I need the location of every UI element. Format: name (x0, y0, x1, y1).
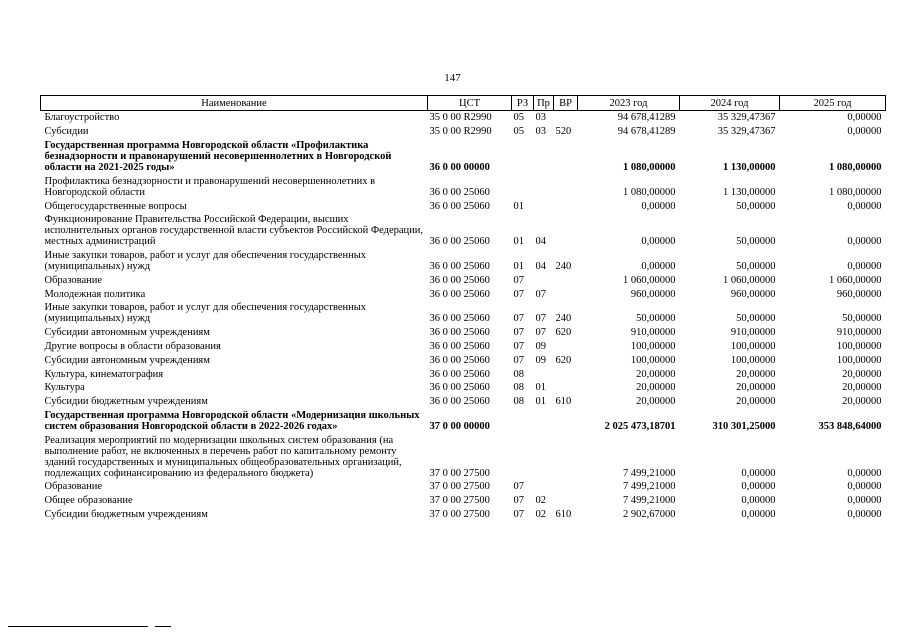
row-2025: 910,00000 (836, 327, 882, 339)
row-rz: 07 (513, 354, 524, 366)
table-row (41, 125, 886, 139)
footer-rule (8, 626, 148, 627)
row-pr (534, 174, 554, 199)
table-row (41, 433, 886, 480)
row-vr (554, 433, 578, 480)
row-rz (512, 433, 534, 480)
row-name: Культура, кинематография (44, 368, 164, 380)
row-pr (534, 433, 554, 480)
table-row (41, 353, 886, 367)
row-vr: 610 (555, 509, 572, 521)
row-cst: 36 0 00 25060 (429, 313, 490, 325)
row-2025: 0,00000 (847, 261, 882, 273)
table-row (41, 494, 886, 508)
row-cst: 36 0 00 25060 (429, 186, 490, 198)
row-2025: 0,00000 (847, 495, 882, 507)
row-2024: 20,00000 (736, 382, 776, 394)
row-2023: 2 025 473,18701 (604, 420, 676, 432)
row-pr (534, 139, 554, 175)
header-pr: Пр (534, 96, 554, 111)
row-2024: 0,00000 (741, 509, 776, 521)
table-row (41, 409, 886, 434)
row-cst: 36 0 00 25060 (429, 261, 490, 273)
row-2024: 0,00000 (741, 481, 776, 493)
row-vr: 610 (555, 396, 572, 408)
table-row (41, 213, 886, 249)
row-rz: 05 (513, 112, 524, 124)
row-cst: 36 0 00 25060 (429, 274, 490, 286)
row-vr (554, 139, 578, 175)
header-2024: 2024 год (680, 96, 780, 111)
table-row (41, 111, 886, 125)
row-2024: 960,00000 (730, 288, 776, 300)
table-row (41, 508, 886, 522)
row-2025: 0,00000 (847, 112, 882, 124)
row-pr (534, 199, 554, 213)
row-vr: 620 (555, 327, 572, 339)
row-vr (554, 213, 578, 249)
row-name: Субсидии (44, 126, 89, 138)
row-2024: 0,00000 (741, 495, 776, 507)
row-name: Образование (44, 481, 103, 493)
row-cst: 36 0 00 25060 (429, 354, 490, 366)
row-name: Образование (44, 274, 103, 286)
row-2023: 94 678,41289 (617, 112, 676, 124)
row-cst: 36 0 00 25060 (429, 340, 490, 352)
row-pr (534, 273, 554, 287)
row-name: Культура (44, 382, 85, 394)
row-2023: 1 060,00000 (623, 274, 676, 286)
row-2024: 310 301,25000 (712, 420, 776, 432)
row-2023: 20,00000 (636, 368, 676, 380)
table-header-row (41, 96, 886, 111)
row-2025: 100,00000 (836, 354, 882, 366)
row-cst: 36 0 00 25060 (429, 236, 490, 248)
row-name: Функционирование Правительства Российской Федерации, высших исполнительных органов государственной власти субъектов Российской Федерации, местных администраций (44, 214, 424, 248)
row-2024: 50,00000 (736, 261, 776, 273)
row-cst: 37 0 00 27500 (429, 467, 490, 479)
row-2023: 960,00000 (630, 288, 676, 300)
row-cst: 35 0 00 R2990 (429, 112, 492, 124)
row-2025: 20,00000 (842, 368, 882, 380)
row-vr (554, 111, 578, 125)
row-2023: 1 080,00000 (623, 186, 676, 198)
row-2025: 1 080,00000 (829, 161, 882, 173)
row-2025: 353 848,64000 (818, 420, 882, 432)
row-2025: 0,00000 (847, 236, 882, 248)
row-name: Благоустройство (44, 112, 120, 124)
row-rz: 08 (513, 368, 524, 380)
row-pr (534, 367, 554, 381)
row-rz (512, 409, 534, 434)
header-name: Наименование (41, 96, 428, 111)
row-2023: 910,00000 (630, 327, 676, 339)
row-name: Субсидии бюджетным учреждениям (44, 396, 208, 408)
row-vr (554, 367, 578, 381)
row-pr: 01 (535, 396, 546, 408)
row-2025: 0,00000 (847, 126, 882, 138)
table-row (41, 395, 886, 409)
row-2023: 20,00000 (636, 396, 676, 408)
budget-table (40, 95, 886, 521)
row-2024: 35 329,47367 (717, 126, 776, 138)
row-cst: 36 0 00 25060 (429, 368, 490, 380)
footer-rule-short (155, 626, 171, 627)
table-row (41, 249, 886, 274)
row-2023: 7 499,21000 (623, 495, 676, 507)
table-row (41, 480, 886, 494)
row-rz (512, 174, 534, 199)
row-cst: 35 0 00 R2990 (429, 126, 492, 138)
row-2025: 50,00000 (842, 313, 882, 325)
row-pr: 03 (535, 126, 546, 138)
header-vr: ВР (554, 96, 578, 111)
row-2024: 50,00000 (736, 236, 776, 248)
row-cst: 36 0 00 25060 (429, 396, 490, 408)
row-vr: 240 (555, 313, 572, 325)
header-2023: 2023 год (578, 96, 680, 111)
row-cst: 37 0 00 27500 (429, 481, 490, 493)
row-2023: 0,00000 (641, 200, 676, 212)
table-row (41, 287, 886, 301)
row-2023: 94 678,41289 (617, 126, 676, 138)
row-rz: 01 (513, 236, 524, 248)
table-row (41, 340, 886, 354)
row-2023: 2 902,67000 (623, 509, 676, 521)
table-row (41, 326, 886, 340)
row-2023: 100,00000 (630, 354, 676, 366)
row-2024: 35 329,47367 (717, 112, 776, 124)
row-name: Общегосударственные вопросы (44, 200, 187, 212)
row-pr: 02 (535, 509, 546, 521)
row-rz: 07 (513, 274, 524, 286)
row-name: Иные закупки товаров, работ и услуг для обеспечения государственных (муниципальных) нужд (44, 302, 367, 325)
row-2024: 0,00000 (741, 467, 776, 479)
header-cst: ЦСТ (428, 96, 512, 111)
row-pr: 04 (535, 261, 546, 273)
row-vr (554, 494, 578, 508)
row-2024: 1 060,00000 (723, 274, 776, 286)
row-2025: 0,00000 (847, 467, 882, 479)
row-cst: 37 0 00 27500 (429, 495, 490, 507)
row-vr (554, 287, 578, 301)
row-name: Общее образование (44, 495, 133, 507)
row-2025: 100,00000 (836, 340, 882, 352)
row-2024: 20,00000 (736, 396, 776, 408)
row-vr (554, 381, 578, 395)
row-cst: 37 0 00 00000 (429, 420, 490, 432)
row-rz: 01 (513, 200, 524, 212)
row-2023: 100,00000 (630, 340, 676, 352)
row-2023: 7 499,21000 (623, 467, 676, 479)
row-2024: 1 130,00000 (723, 186, 776, 198)
header-2025: 2025 год (780, 96, 886, 111)
row-2025: 20,00000 (842, 382, 882, 394)
row-2024: 100,00000 (730, 340, 776, 352)
row-pr: 02 (535, 495, 546, 507)
row-rz (512, 139, 534, 175)
row-rz: 07 (513, 340, 524, 352)
row-2024: 100,00000 (730, 354, 776, 366)
row-name: Государственная программа Новгородской области «Модернизация школьных систем образования Новгородской области в 2022-2026 годах» (44, 409, 420, 432)
table-row (41, 273, 886, 287)
row-pr: 07 (535, 313, 546, 325)
row-rz: 07 (513, 509, 524, 521)
row-vr (554, 409, 578, 434)
row-2025: 0,00000 (847, 509, 882, 521)
table-row (41, 381, 886, 395)
table-row (41, 367, 886, 381)
row-pr: 07 (535, 327, 546, 339)
row-name: Субсидии автономным учреждениям (44, 354, 210, 366)
row-rz: 07 (513, 327, 524, 339)
row-2023: 50,00000 (636, 313, 676, 325)
row-rz: 07 (513, 313, 524, 325)
row-2024: 1 130,00000 (723, 161, 776, 173)
row-pr (534, 409, 554, 434)
row-vr (554, 480, 578, 494)
row-pr: 04 (535, 236, 546, 248)
row-name: Молодежная политика (44, 288, 146, 300)
row-name: Государственная программа Новгородской области «Профилактика безнадзорности и правонарушений несовершеннолетних в Новгородской области на 2021-2025 годы» (44, 139, 392, 173)
row-2025: 20,00000 (842, 396, 882, 408)
row-vr: 520 (555, 126, 572, 138)
row-2024: 910,00000 (730, 327, 776, 339)
row-vr (554, 273, 578, 287)
row-pr: 07 (535, 288, 546, 300)
row-2025: 1 080,00000 (829, 186, 882, 198)
row-name: Иные закупки товаров, работ и услуг для обеспечения государственных (муниципальных) нужд (44, 250, 367, 273)
page-number: 147 (444, 72, 461, 84)
row-2025: 0,00000 (847, 200, 882, 212)
row-pr: 09 (535, 340, 546, 352)
row-2025: 0,00000 (847, 481, 882, 493)
row-vr (554, 340, 578, 354)
row-name: Субсидии автономным учреждениям (44, 327, 210, 339)
row-rz: 01 (513, 261, 524, 273)
row-rz: 07 (513, 481, 524, 493)
row-rz: 07 (513, 495, 524, 507)
table-body (41, 111, 886, 522)
row-2023: 0,00000 (641, 236, 676, 248)
row-name: Реализация мероприятий по модернизации школьных систем образования (на выполнение работ, не включенных в перечень работ по капитальному ремонту зданий государственных и муниципальных общеобразовательных организаций, подлежащих софинансированию из федерального бюджета) (44, 434, 402, 479)
row-rz: 05 (513, 126, 524, 138)
row-pr: 09 (535, 354, 546, 366)
row-cst: 36 0 00 00000 (429, 161, 490, 173)
table-row (41, 199, 886, 213)
row-name: Субсидии бюджетным учреждениям (44, 509, 208, 521)
table-row (41, 139, 886, 175)
row-pr: 01 (535, 382, 546, 394)
row-vr: 240 (555, 261, 572, 273)
row-cst: 36 0 00 25060 (429, 327, 490, 339)
row-2024: 50,00000 (736, 313, 776, 325)
row-vr (554, 199, 578, 213)
header-rz: РЗ (512, 96, 534, 111)
row-2025: 1 060,00000 (829, 274, 882, 286)
row-vr (554, 174, 578, 199)
row-pr (534, 480, 554, 494)
row-rz: 08 (513, 396, 524, 408)
row-cst: 36 0 00 25060 (429, 288, 490, 300)
row-cst: 36 0 00 25060 (429, 200, 490, 212)
row-cst: 37 0 00 27500 (429, 509, 490, 521)
row-name: Профилактика безнадзорности и правонарушений несовершеннолетних в Новгородской области (44, 175, 376, 198)
row-2023: 0,00000 (641, 261, 676, 273)
table-row (41, 174, 886, 199)
row-cst: 36 0 00 25060 (429, 382, 490, 394)
row-2023: 20,00000 (636, 382, 676, 394)
table-row (41, 301, 886, 326)
row-2024: 20,00000 (736, 368, 776, 380)
row-rz: 08 (513, 382, 524, 394)
row-2024: 50,00000 (736, 200, 776, 212)
row-vr: 620 (555, 354, 572, 366)
row-pr: 03 (535, 112, 546, 124)
row-2025: 960,00000 (836, 288, 882, 300)
row-name: Другие вопросы в области образования (44, 340, 221, 352)
row-rz: 07 (513, 288, 524, 300)
row-2023: 1 080,00000 (623, 161, 676, 173)
row-2023: 7 499,21000 (623, 481, 676, 493)
